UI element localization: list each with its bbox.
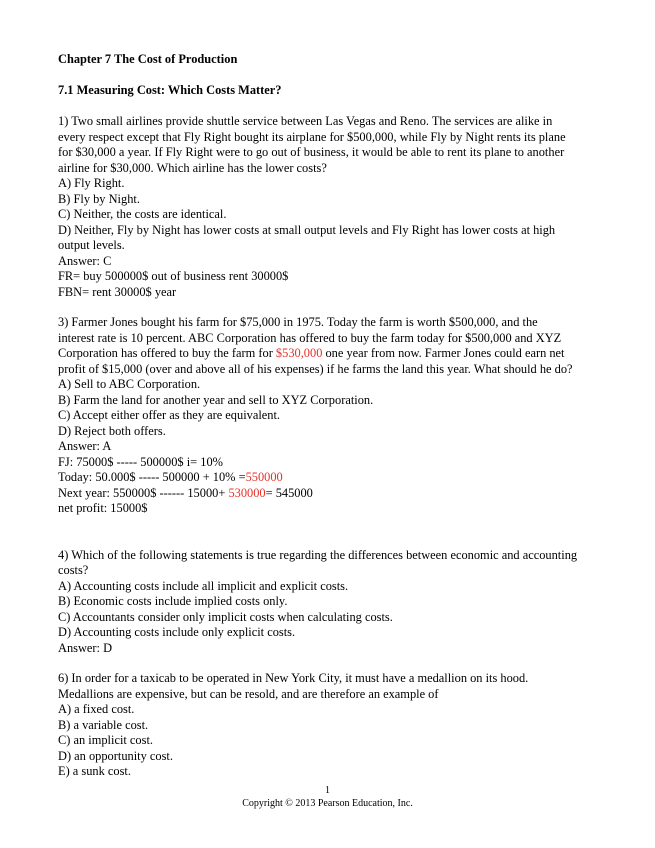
note-text: Today: 50.000$ ----- 500000 + 10% = xyxy=(58,470,246,484)
question-stem-line: profit of $15,000 (over and above all of his expenses) if he farms the land this year. What should he do? xyxy=(58,361,573,376)
note-line: FR= buy 500000$ out of business rent 30000$ xyxy=(58,269,289,283)
option-e: E) a sunk cost. xyxy=(58,764,131,778)
stem-text: Corporation has offered to buy the farm for xyxy=(58,346,276,360)
note-line xyxy=(58,470,603,486)
copyright-notice: Copyright © 2013 Pearson Education, Inc. xyxy=(242,798,413,809)
option-a: A) Fly Right. xyxy=(58,176,125,190)
question-stem-line: every respect except that Fly Right bought its airplane for $500,000, while Fly by Night rents its plane xyxy=(58,129,566,144)
note-text: Next year: 550000$ ------ 15000+ xyxy=(58,485,229,500)
highlighted-value: 530000 xyxy=(228,485,266,500)
note-line xyxy=(58,486,603,502)
option-d: D) Reject both offers. xyxy=(58,423,166,438)
answer: Answer: A xyxy=(58,439,112,453)
chapter-title: Chapter 7 The Cost of Production xyxy=(58,52,238,66)
option-b: B) Farm the land for another year and sell to XYZ Corporation. xyxy=(58,392,374,407)
question-stem-line: 3) Farmer Jones bought his farm for $75,000 in 1975. Today the farm is worth $500,000, and the xyxy=(58,315,538,329)
option-c: C) Accountants consider only implicit costs when calculating costs. xyxy=(58,609,393,624)
question-3 xyxy=(58,315,603,517)
option-b: B) Fly by Night. xyxy=(58,191,140,206)
question-stem-line: for $30,000 a year. If Fly Right were to go out of business, it would be able to rent its plane to another xyxy=(58,145,565,159)
note-line: net profit: 15000$ xyxy=(58,501,148,515)
note-text: = 545000 xyxy=(265,485,313,500)
question-1 xyxy=(58,114,603,300)
note-line: FJ: 75000$ ----- 500000$ i= 10% xyxy=(58,454,223,469)
option-a: A) Accounting costs include all implicit and explicit costs. xyxy=(58,578,349,593)
option-d: D) Accounting costs include only explicit costs. xyxy=(58,625,296,639)
option-d-continued: output levels. xyxy=(58,238,125,252)
highlighted-price: $530,000 xyxy=(275,346,323,360)
question-stem-line xyxy=(58,346,603,362)
option-b: B) Economic costs include implied costs only. xyxy=(58,594,288,608)
note-line: FBN= rent 30000$ year xyxy=(58,284,177,299)
option-b: B) a variable cost. xyxy=(58,717,149,732)
question-4 xyxy=(58,548,603,657)
answer: Answer: C xyxy=(58,253,112,268)
question-6 xyxy=(58,671,603,780)
option-c: C) an implicit cost. xyxy=(58,733,153,747)
question-stem-line: airline for $30,000. Which airline has the lower costs? xyxy=(58,160,327,175)
question-stem-line: Medallions are expensive, but can be resold, and are therefore an example of xyxy=(58,686,439,701)
option-c: C) Neither, the costs are identical. xyxy=(58,207,227,221)
option-a: A) a fixed cost. xyxy=(58,702,135,716)
option-a: A) Sell to ABC Corporation. xyxy=(58,377,201,391)
option-c: C) Accept either offer as they are equivalent. xyxy=(58,408,281,422)
option-d: D) Neither, Fly by Night has lower costs at small output levels and Fly Right has lower costs at high xyxy=(58,222,556,237)
page-number: 1 xyxy=(325,785,330,796)
question-stem-line: interest rate is 10 percent. ABC Corporation has offered to buy the farm today for $500,000 and XYZ xyxy=(58,330,562,345)
stem-text: one year from now. Farmer Jones could earn net xyxy=(322,346,565,360)
section-title: 7.1 Measuring Cost: Which Costs Matter? xyxy=(58,82,282,97)
question-stem-line: costs? xyxy=(58,563,89,577)
option-d: D) an opportunity cost. xyxy=(58,748,173,763)
question-stem-line: 4) Which of the following statements is true regarding the differences between economic and accounting xyxy=(58,547,578,562)
question-stem-line: 1) Two small airlines provide shuttle service between Las Vegas and Reno. The services are alike in xyxy=(58,114,553,128)
answer: Answer: D xyxy=(58,640,113,655)
highlighted-value: 550000 xyxy=(245,470,283,484)
question-stem-line: 6) In order for a taxicab to be operated in New York City, it must have a medallion on its hood. xyxy=(58,671,529,685)
document-page xyxy=(58,52,603,780)
